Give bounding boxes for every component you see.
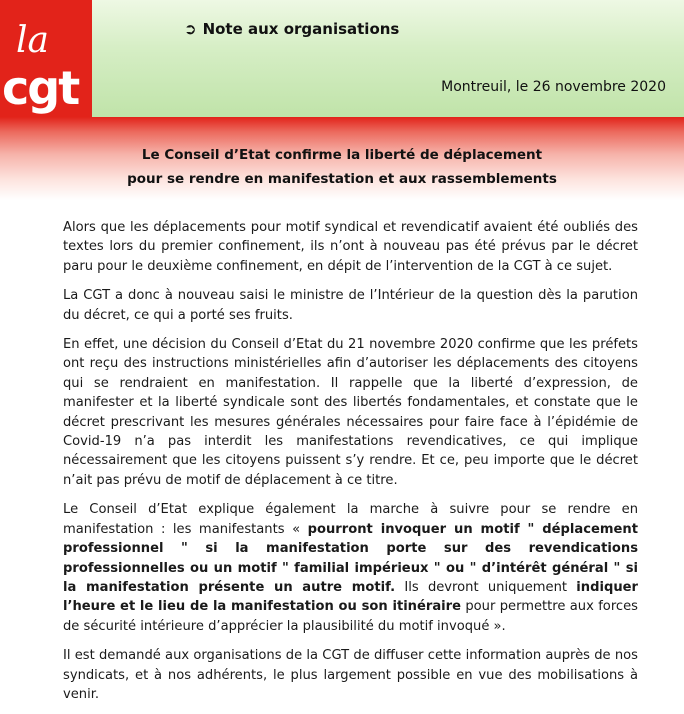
cgt-logo: [0, 0, 92, 117]
paragraph-4: [63, 500, 638, 636]
date-line: Montreuil, le 26 novembre 2020: [441, 79, 666, 95]
note-title: Note aux organisations: [202, 20, 400, 38]
paragraph-3: En effet, une décision du Conseil d’Etat du 21 novembre 2020 confirme que les préfets ont reçu des instructions ministérielles afin d’autoriser les déplacements des citoyens qui se rendraient en manifestation. Il rappelle que la liberté d’expression, de manifester et la liberté syndicale sont des libertés fondamentales, et constate que le décret prescrivant les mesures générales nécessaires pour faire face à l’épidémie de Covid-19 n’a pas interdit les manifestations revendicatives, ce qui implique nécessairement que les citoyens puissent s’y rendre. Et ce, peu importe que le décret n’ait pas prévu de motif de déplacement à ce titre.: [63, 337, 638, 488]
p4-quote-bold: pourront invoquer un motif " déplacement professionnel " si la manifestation porte sur des revendications professionnelles ou un motif " familial impérieux " ou " d’intérêt général " si la manifestation présente un autre motif.: [63, 521, 638, 595]
logo-script-text: la: [16, 20, 49, 61]
document-title: [0, 143, 684, 191]
p4-itinerary-bold: indiquer l’heure et le lieu de la manifestation ou son itinéraire: [63, 579, 638, 615]
paragraph-1: Alors que les déplacements pour motif syndical et revendicatif avaient été oubliés des textes lors du premier confinement, ils n’ont à nouveau pas été prévus par le décret paru pour le deuxième confinement, en dépit de l’intervention de la CGT à ce sujet.: [63, 220, 638, 274]
logo-brand-text: cgt: [2, 61, 79, 115]
note-heading: [184, 20, 399, 38]
title-line-2: pour se rendre en manifestation et aux rassemblements: [127, 171, 557, 187]
paragraph-5: Il est demandé aux organisations de la CGT de diffuser cette information auprès de nos syndicats, et à nos adhérents, le plus largement possible en vue des mobilisations à venir.: [63, 648, 638, 702]
paragraph-2: La CGT a donc à nouveau saisi le ministre de l’Intérieur de la question dès la parution du décret, ce qui a porté ses fruits.: [63, 288, 638, 323]
title-line-1: Le Conseil d’Etat confirme la liberté de déplacement: [141, 147, 543, 163]
header-band: [0, 0, 684, 120]
body-text: [63, 218, 638, 714]
circled-arrow-icon: ➲: [184, 20, 197, 38]
p4-middle: Ils devront uniquement: [395, 579, 577, 595]
p4-end: pour permettre aux forces de sécurité intérieure d’apprécier la plausibilité du motif invoqué ».: [63, 599, 638, 634]
p4-intro: Le Conseil d’Etat explique également la marche à suivre pour se rendre en manifestation : les manifestants «: [63, 502, 638, 537]
